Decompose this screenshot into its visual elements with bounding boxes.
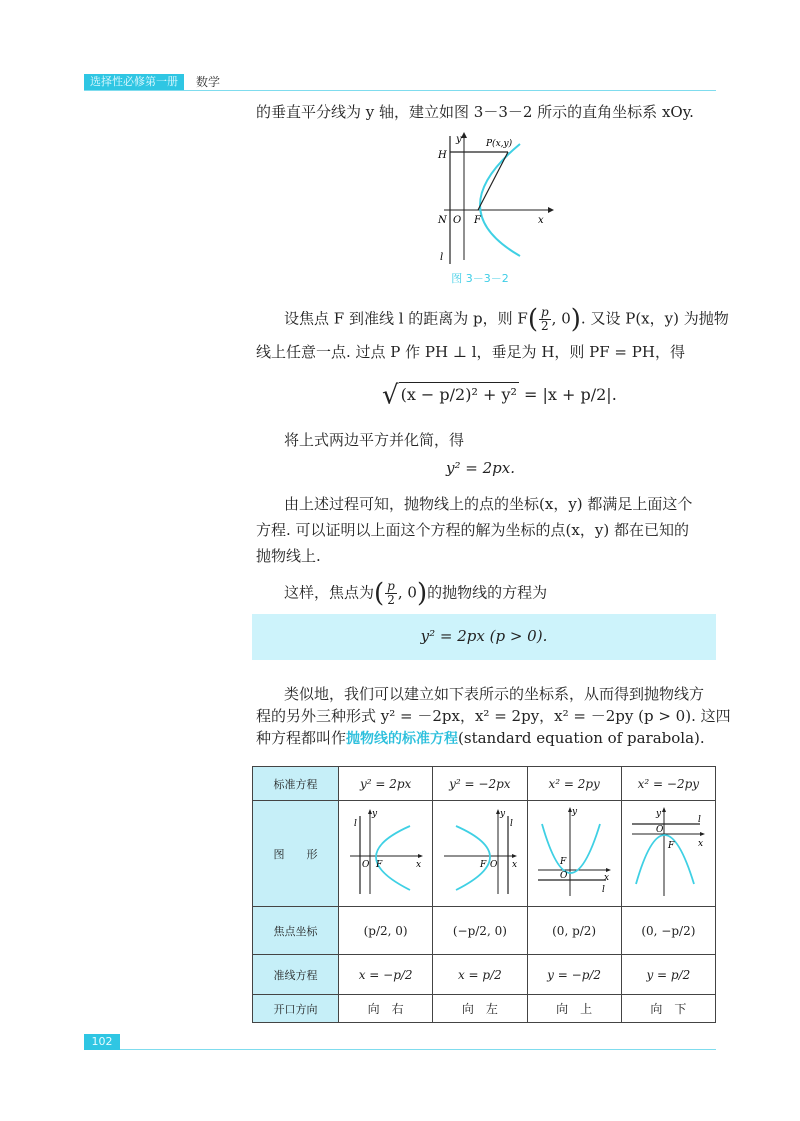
svg-text:x: x xyxy=(415,860,421,870)
cell-graph-down xyxy=(621,801,715,907)
equation-y2-2px: y² = 2px. xyxy=(446,459,515,477)
row-label-focus: 焦点坐标 xyxy=(253,907,339,955)
formula-distance: √ (x − p/2)² + y² = |x + p/2|. xyxy=(382,380,617,411)
cell-directrix-left: x = p/2 xyxy=(433,955,527,995)
cell-graph-up xyxy=(527,801,621,907)
fig-label-o: O xyxy=(453,215,462,226)
svg-text:O: O xyxy=(361,860,370,870)
cell-direction-right: 向 右 xyxy=(339,995,433,1023)
figure-3-3-2 xyxy=(420,130,560,270)
svg-text:F: F xyxy=(375,860,382,870)
row-label-equation: 标准方程 xyxy=(253,767,339,801)
cell-focus-down: (0, −p/2) xyxy=(621,907,715,955)
formula-sqrt-term: (x − p/2)² + y² xyxy=(399,382,519,404)
svg-text:O: O xyxy=(656,825,664,835)
row-label-direction: 开口方向 xyxy=(253,995,339,1023)
fig-label-l: l xyxy=(440,252,444,263)
fig-label-n: N xyxy=(438,215,447,226)
svg-text:x: x xyxy=(698,839,704,849)
figure-caption: 图 3－3－2 xyxy=(451,272,509,285)
row-label-graph: 图 形 xyxy=(253,801,339,907)
table-row xyxy=(253,767,716,801)
table-row xyxy=(253,907,716,955)
text-line-11: 程的另外三种形式 y² = －2px，x² = 2py，x² = －2py (p > 0). 这四 xyxy=(256,707,731,725)
text-line-9: 这样，焦点为( $\frac{p}{2}$ , 0)的抛物线的方程为 xyxy=(284,578,548,609)
svg-text:x: x xyxy=(511,860,517,870)
text-line-2-end: 又设 P(x，y) 为抛物 xyxy=(590,309,729,328)
graph-opens-down xyxy=(628,804,708,900)
text-line-12-start: 种方程都叫作 xyxy=(256,729,347,747)
subject-label: 数学 xyxy=(196,75,221,89)
svg-text:x: x xyxy=(604,873,610,883)
standard-equation-text: y² = 2px (p > 0). xyxy=(420,627,548,645)
text-line-10: 类似地，我们可以建立如下表所示的坐标系，从而得到抛物线方 xyxy=(284,685,705,703)
running-header xyxy=(84,74,716,90)
text-line-12 xyxy=(256,728,705,749)
svg-text:l: l xyxy=(509,819,513,829)
text-line-6: 由上述过程可知，抛物线上的点的坐标(x，y) 都满足上面这个 xyxy=(284,495,693,513)
fig-label-y: y xyxy=(456,134,462,145)
svg-text:y: y xyxy=(499,809,505,819)
cell-direction-down: 向 下 xyxy=(621,995,715,1023)
cell-focus-left: (−p/2, 0) xyxy=(433,907,527,955)
svg-text:F: F xyxy=(668,841,675,851)
page-number: 102 xyxy=(84,1034,120,1050)
svg-text:l: l xyxy=(698,815,702,825)
cell-directrix-down: y = p/2 xyxy=(621,955,715,995)
svg-text:y: y xyxy=(572,807,578,817)
text-line-2: 设焦点 F 到准线 l 的距离为 p，则 F( $\frac{p}{2}$ , 0). 又设 P(x，y) 为抛物 xyxy=(284,304,729,335)
cell-focus-up: (0, p/2) xyxy=(527,907,621,955)
graph-opens-up xyxy=(534,804,614,900)
svg-text:l: l xyxy=(353,819,357,829)
cell-graph-right xyxy=(339,801,433,907)
svg-text:y: y xyxy=(656,809,662,819)
book-series-tag: 选择性必修第一册 xyxy=(84,74,184,90)
cell-directrix-right: x = −p/2 xyxy=(339,955,433,995)
table-row xyxy=(253,995,716,1023)
table-row xyxy=(253,955,716,995)
svg-text:O: O xyxy=(489,860,498,870)
text-line-9-end: 的抛物线的方程为 xyxy=(427,583,548,602)
text-line-3: 线上任意一点. 过点 P 作 PH ⊥ l，垂足为 H，则 PF = PH，得 xyxy=(256,343,685,361)
svg-text:F: F xyxy=(560,857,567,867)
header-rule xyxy=(84,90,716,91)
text-line-2-start: 设焦点 F 到准线 l 的距离为 p，则 F xyxy=(284,309,528,328)
cell-equation-up: x² = 2py xyxy=(527,767,621,801)
graph-opens-left xyxy=(440,804,520,900)
svg-text:l: l xyxy=(602,885,606,895)
text-line-9-start: 这样，焦点为 xyxy=(284,583,375,602)
row-label-directrix: 准线方程 xyxy=(253,955,339,995)
cell-equation-right: y² = 2px xyxy=(339,767,433,801)
svg-text:O: O xyxy=(560,871,568,881)
standard-equation-box xyxy=(252,614,716,660)
svg-text:y: y xyxy=(371,809,377,819)
formula-abs-term: |x + p/2|. xyxy=(542,385,617,404)
cell-directrix-up: y = −p/2 xyxy=(527,955,621,995)
cell-focus-right: (p/2, 0) xyxy=(339,907,433,955)
table-row xyxy=(253,801,716,907)
text-line-1: 的垂直平分线为 y 轴，建立如图 3－3－2 所示的直角坐标系 xOy. xyxy=(256,103,694,121)
text-line-4: 将上式两边平方并化简，得 xyxy=(284,431,465,449)
cell-equation-left: y² = −2px xyxy=(433,767,527,801)
term-standard-equation: 抛物线的标准方程 xyxy=(346,731,459,747)
cell-graph-left xyxy=(433,801,527,907)
cell-direction-left: 向 左 xyxy=(433,995,527,1023)
svg-text:F: F xyxy=(479,860,487,870)
standard-forms-table xyxy=(252,766,716,1023)
cell-equation-down: x² = −2py xyxy=(621,767,715,801)
fig-label-f: F xyxy=(474,215,481,226)
fig-label-h: H xyxy=(438,150,447,161)
text-line-7: 方程. 可以证明以上面这个方程的解为坐标的点(x，y) 都在已知的 xyxy=(256,521,689,539)
fig-label-x: x xyxy=(538,215,544,226)
fig-label-p: P(x,y) xyxy=(486,139,513,149)
graph-opens-right xyxy=(346,804,426,900)
text-line-8: 抛物线上. xyxy=(256,547,321,565)
cell-direction-up: 向 上 xyxy=(527,995,621,1023)
text-line-12-end: (standard equation of parabola). xyxy=(458,729,705,747)
footer-rule xyxy=(120,1049,716,1050)
